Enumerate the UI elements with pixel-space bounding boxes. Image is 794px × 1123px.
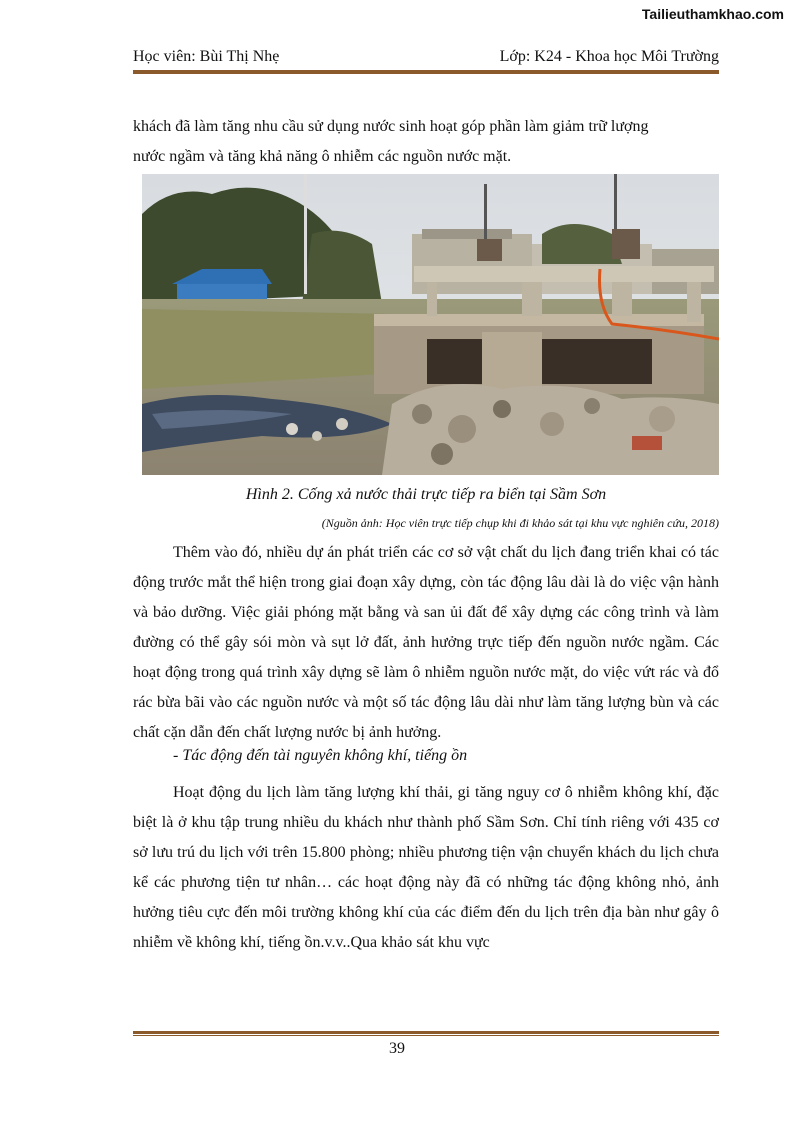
figure-photo [142, 174, 719, 475]
intro-line-1: khách đã làm tăng nhu cầu sử dụng nước sinh hoạt góp phần làm giảm trữ lượng [133, 118, 649, 135]
header-class: Lớp: K24 - Khoa học Môi Trường [499, 48, 719, 65]
header-rule [133, 70, 719, 74]
header-student: Học viên: Bùi Thị Nhẹ [133, 48, 280, 65]
page-header [133, 48, 719, 70]
figure-source: (Nguồn ảnh: Học viên trực tiếp chụp khi đi khảo sát tại khu vực nghiên cứu, 2018) [321, 516, 719, 530]
page-number: 39 [389, 1040, 405, 1057]
paragraph-air-noise: Hoạt động du lịch làm tăng lượng khí thải, gi tăng nguy cơ ô nhiễm không khí, đặc biệt là ở khu tập trung nhiều du khách như thành phố Sầm Sơn. Chỉ tính riêng với 435 cơ sở lưu trú du lịch với trên 15.800 phòng; nhiều phương tiện vận chuyển khách du lịch chưa kể các phương tiện tư nhân… các hoạt động này đã có những tác động không nhỏ, ảnh hưởng tiêu cực đến môi trường không khí của các điểm đến du lịch trên địa bàn như gây ô nhiễm về không khí, tiếng ồn.v.v..Qua khảo sát khu vực [133, 784, 719, 951]
intro-line-2: nước ngầm và tăng khả năng ô nhiễm các nguồn nước mặt. [133, 148, 512, 165]
paragraph-construction-impacts: Thêm vào đó, nhiều dự án phát triển các cơ sở vật chất du lịch đang triển khai có tác động trước mắt thể hiện trong giai đoạn xây dựng, còn tác động lâu dài là do việc vận hành và bảo dưỡng. Việc giải phóng mặt bằng và san ủi đất để xây dựng các công trình và làm đường có thể gây sói mòn và sụt lở đất, ảnh hưởng trực tiếp đến nguồn nước ngầm. Các hoạt động trong quá trình xây dựng sẽ làm ô nhiễm nguồn nước mặt, do việc vứt rác và đổ rác bừa bãi vào các nguồn nước và một số tác động lâu dài như làm tăng lượng bùn và các chất cặn dẫn đến chất lượng nước bị ảnh hưởng. [133, 544, 719, 741]
figure-caption: Hình 2. Cống xả nước thải trực tiếp ra biển tại Sầm Sơn [245, 486, 607, 503]
footer-rule [133, 1031, 719, 1036]
watermark: Tailieuthamkhao.com [641, 6, 784, 22]
section-subheading: - Tác động đến tài nguyên không khí, tiếng ồn [173, 747, 468, 764]
